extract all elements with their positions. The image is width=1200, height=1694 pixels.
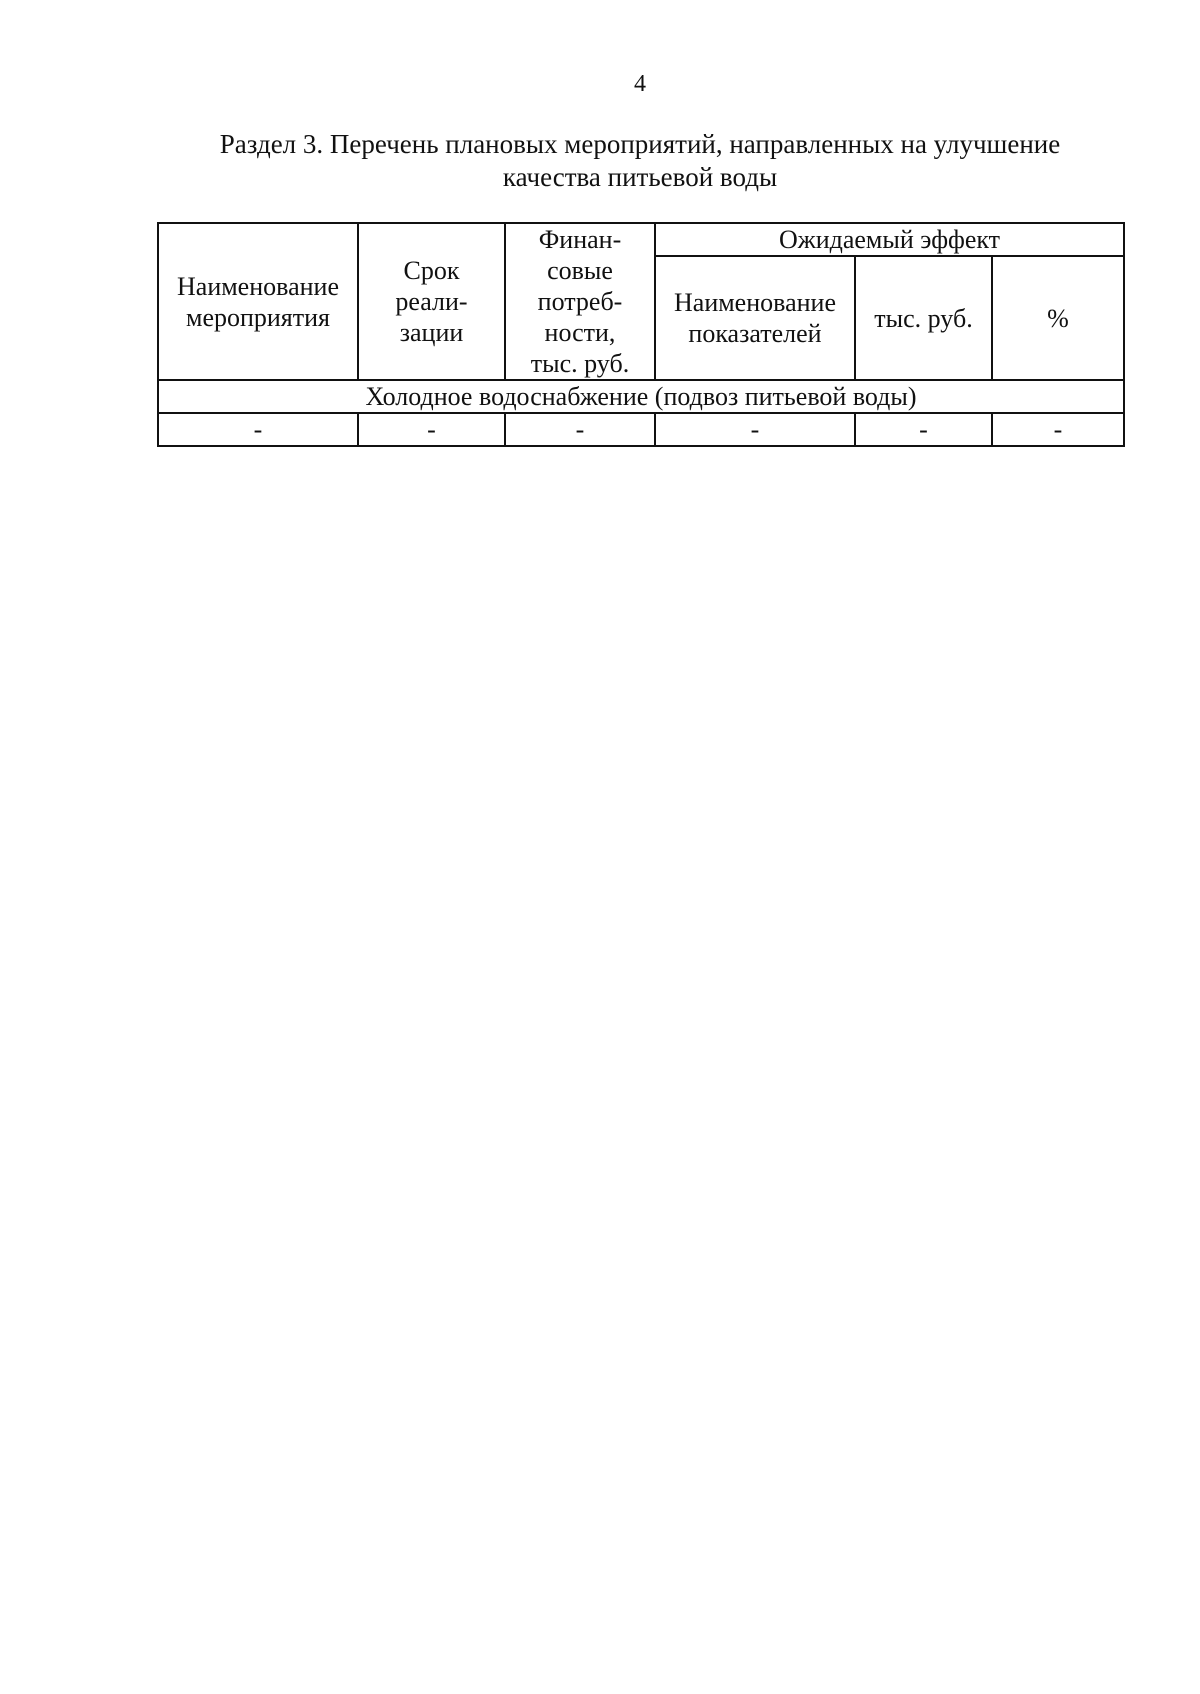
header-indicators bbox=[655, 256, 855, 380]
cell-indicators: - bbox=[655, 413, 855, 446]
table-row bbox=[158, 413, 1124, 446]
header-term-line: реали- bbox=[395, 287, 468, 316]
cell-percent: - bbox=[992, 413, 1124, 446]
header-measure-name-line: мероприятия bbox=[185, 302, 330, 332]
group-row-cold-water: Холодное водоснабжение (подвоз питьевой воды) bbox=[158, 380, 1124, 413]
page-number: 4 bbox=[634, 71, 646, 97]
header-measure-name-line: Наименование bbox=[177, 271, 339, 301]
header-indicators-line: показателей bbox=[688, 319, 822, 348]
header-measure-name bbox=[158, 223, 358, 380]
cell-term: - bbox=[358, 413, 505, 446]
cell-thousand-rub: - bbox=[855, 413, 992, 446]
header-percent: % bbox=[992, 256, 1124, 380]
section-title bbox=[0, 128, 1200, 194]
section-title-line-1: Раздел 3. Перечень плановых мероприятий, направленных на улучшение bbox=[219, 129, 1061, 159]
cell-measure-name: - bbox=[158, 413, 358, 446]
header-finance bbox=[505, 223, 655, 380]
measures-table bbox=[157, 222, 1125, 447]
section-title-line-2: качества питьевой воды bbox=[502, 162, 778, 192]
header-finance-line: Финан- bbox=[538, 225, 622, 254]
header-finance-line: совые bbox=[547, 256, 613, 285]
header-term-line: зации bbox=[399, 318, 464, 347]
header-finance-line: ности, bbox=[544, 318, 616, 347]
header-thousand-rub: тыс. руб. bbox=[855, 256, 992, 380]
cell-finance: - bbox=[505, 413, 655, 446]
header-term-line: Срок bbox=[403, 256, 460, 285]
header-indicators-line: Наименование bbox=[674, 288, 836, 317]
header-term bbox=[358, 223, 505, 380]
header-finance-line: потреб- bbox=[537, 287, 623, 316]
header-expected-effect: Ожидаемый эффект bbox=[655, 223, 1124, 256]
header-finance-line: тыс. руб. bbox=[530, 349, 630, 378]
